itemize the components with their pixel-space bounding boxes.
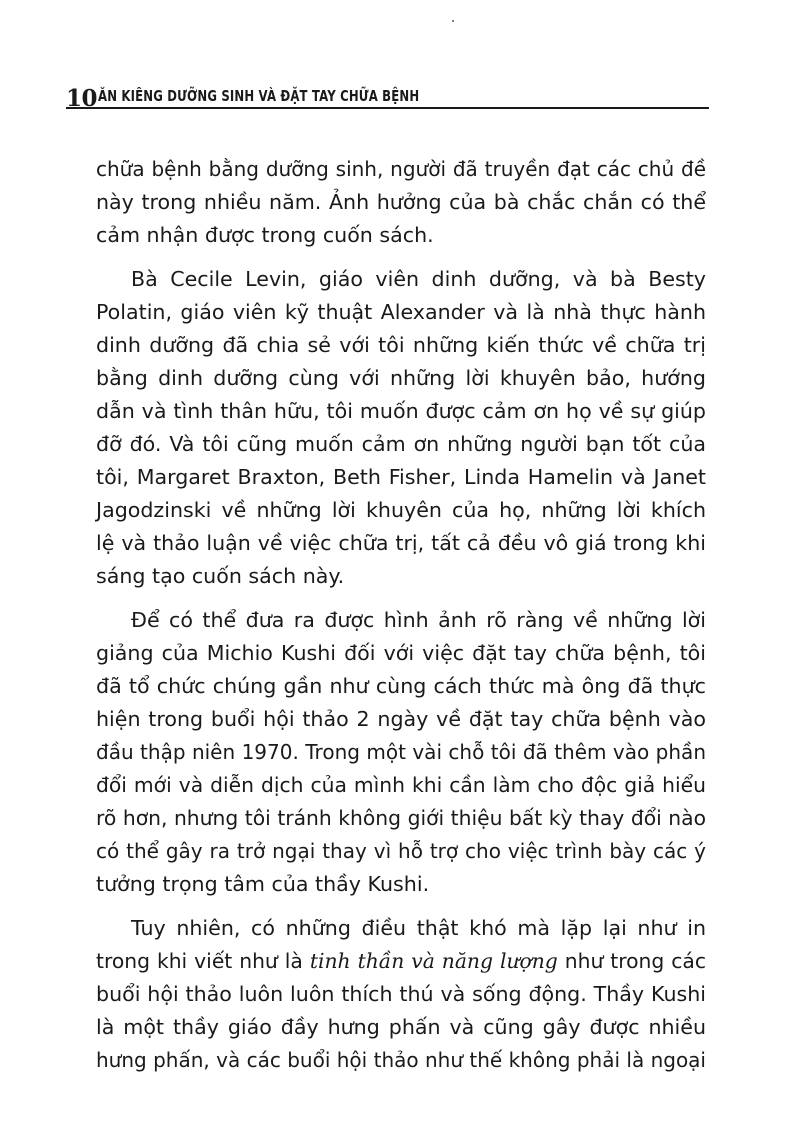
text-line: đỡ đó. Và tôi cũng muốn cảm ơn những người bạn tốt của — [96, 432, 706, 456]
text-line: tôi, Margaret Braxton, Beth Fisher, Linda Hamelin và Janet — [96, 465, 706, 489]
text-line: Để có thể đưa ra được hình ảnh rõ ràng về những lời — [131, 608, 706, 632]
text-line: đã tổ chức chúng gần như cùng cách thức mà ông đã thực — [96, 674, 706, 698]
text-run: trong khi viết như là — [96, 949, 303, 973]
text-line: dinh dưỡng đã chia sẻ với tôi những kiến thức về chữa trị — [96, 333, 706, 357]
running-head — [66, 79, 709, 112]
text-line: bằng dinh dưỡng cùng với những lời khuyên bảo, hướng — [96, 366, 706, 390]
text-line: hiện trong buổi hội thảo 2 ngày về đặt tay chữa bệnh vào — [96, 707, 706, 731]
text-line — [96, 945, 706, 978]
body-text — [96, 153, 706, 1077]
text-line: lệ và thảo luận về việc chữa trị, tất cả đều vô giá trong khi — [96, 531, 706, 555]
text-line: là một thầy giáo đầy hưng phấn và cũng gây được nhiều — [96, 1015, 706, 1039]
text-line: đổi mới và diễn dịch của mình khi cần làm cho độc giả hiểu — [96, 773, 706, 797]
text-line: Polatin, giáo viên kỹ thuật Alexander và là nhà thực hành — [96, 300, 706, 324]
text-line: rõ hơn, nhưng tôi tránh không giới thiệu bất kỳ thay đổi nào — [96, 806, 706, 830]
text-line: có thể gây ra trở ngại thay vì hỗ trợ cho việc trình bày các ý — [96, 839, 706, 863]
text-line: cảm nhận được trong cuốn sách. — [96, 223, 434, 247]
page-number: 10 — [66, 85, 98, 112]
text-line: giảng của Michio Kushi đối với việc đặt tay chữa bệnh, tôi — [96, 641, 706, 665]
emphasis-text: tinh thần và năng lượng — [309, 949, 558, 973]
text-line: chữa bệnh bằng dưỡng sinh, người đã truyền đạt các chủ đề — [96, 157, 706, 181]
text-line: hưng phấn, và các buổi hội thảo như thế không phải là ngoại — [96, 1048, 706, 1072]
text-line: tưởng trọng tâm của thầy Kushi. — [96, 872, 430, 896]
text-line: sáng tạo cuốn sách này. — [96, 564, 345, 588]
text-line: Jagodzinski về những lời khuyên của họ, những lời khích — [96, 498, 706, 522]
text-line: Bà Cecile Levin, giáo viên dinh dưỡng, và bà Besty — [131, 267, 706, 291]
text-run: như trong các — [564, 949, 706, 973]
running-title: ĂN KIÊNG DƯỠNG SINH VÀ ĐẶT TAY CHỮA BỆNH — [98, 87, 420, 105]
text-line: dẫn và tình thân hữu, tôi muốn được cảm ơn họ về sự giúp — [96, 399, 706, 423]
text-line: Tuy nhiên, có những điều thật khó mà lặp lại như in — [131, 916, 706, 940]
text-line: này trong nhiều năm. Ảnh hưởng của bà chắc chắn có thể — [96, 190, 706, 214]
scan-speck — [452, 20, 454, 22]
text-line: đầu thập niên 1970. Trong một vài chỗ tôi đã thêm vào phần — [96, 740, 706, 764]
text-line: buổi hội thảo luôn luôn thích thú và sống động. Thầy Kushi — [96, 982, 706, 1006]
